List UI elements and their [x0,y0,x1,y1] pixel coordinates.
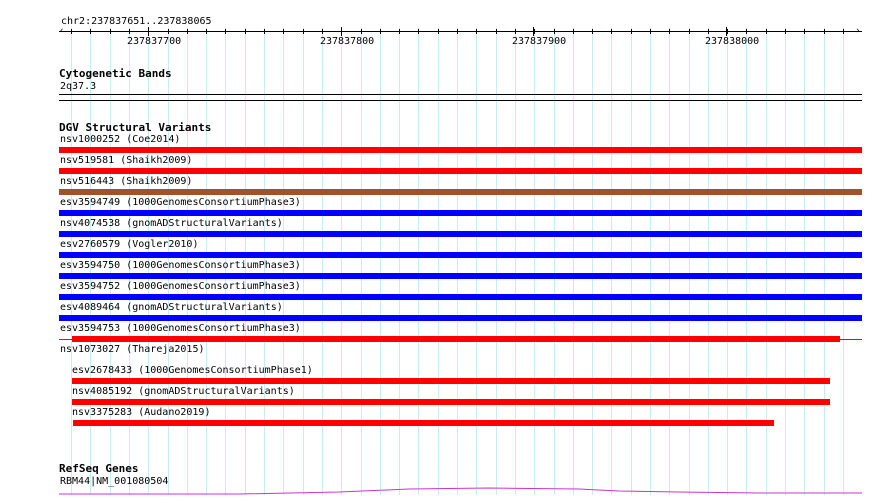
dgv-feature-bar[interactable] [72,378,830,384]
dgv-feature-label[interactable]: nsv4085192 (gnomADStructuralVariants) [72,386,295,397]
ruler-right-arrow: › [855,26,861,36]
cytoband-band-bottom [59,100,862,101]
dgv-feature-label[interactable]: esv3594753 (1000GenomesConsortiumPhase3) [60,323,301,334]
ruler-range-label: chr2:237837651..237838065 [61,16,212,27]
dgv-feature-bar[interactable] [59,231,862,237]
ruler-tick-label-2: 237837800 [320,36,375,47]
dgv-feature-label[interactable]: nsv1073027 (Thareja2015) [60,344,205,355]
dgv-feature-bar[interactable] [59,189,862,195]
ruler-tick-label-4: 237838000 [705,36,760,47]
ruler-left-arrow: ‹ [59,26,65,36]
dgv-track-title[interactable]: DGV Structural Variants [59,121,212,134]
dgv-feature-bar[interactable] [59,147,862,153]
dgv-feature-label[interactable]: nsv1000252 (Coe2014) [60,134,181,145]
dgv-feature-label[interactable]: esv2678433 (1000GenomesConsortiumPhase1) [72,365,313,376]
dgv-feature-label[interactable]: esv2760579 (Vogler2010) [60,239,199,250]
dgv-feature-label[interactable]: nsv519581 (Shaikh2009) [60,155,193,166]
refseq-gene-label[interactable]: RBM44|NM_001080504 [60,476,169,487]
dgv-feature-tail [840,339,862,340]
dgv-feature-label[interactable]: esv3594750 (1000GenomesConsortiumPhase3) [60,260,301,271]
dgv-feature-label[interactable]: esv3594752 (1000GenomesConsortiumPhase3) [60,281,301,292]
dgv-feature-bar[interactable] [59,252,862,258]
cytoband-label: 2q37.3 [60,81,97,92]
dgv-feature-label[interactable]: nsv4074538 (gnomADStructuralVariants) [60,218,283,229]
dgv-feature-bar[interactable] [59,294,862,300]
dgv-feature-label[interactable]: esv4089464 (gnomADStructuralVariants) [60,302,283,313]
dgv-feature-bar[interactable] [59,315,862,321]
refseq-gene-path [59,488,862,494]
dgv-feature-bar[interactable] [72,336,840,342]
dgv-feature-bar[interactable] [72,399,830,405]
ruler-tick-label-1: 237837700 [127,36,182,47]
dgv-feature-bar[interactable] [59,168,862,174]
dgv-feature-bar[interactable] [59,210,862,216]
dgv-feature-bar[interactable] [73,420,774,426]
dgv-feature-head [59,339,72,340]
dgv-feature-label[interactable]: nsv3375283 (Audano2019) [72,407,211,418]
cytoband-track-title[interactable]: Cytogenetic Bands [59,67,172,80]
refseq-gene-line[interactable] [59,484,862,496]
dgv-feature-label[interactable]: esv3594749 (1000GenomesConsortiumPhase3) [60,197,301,208]
cytoband-band-top[interactable] [59,94,862,95]
refseq-track-title[interactable]: RefSeq Genes [59,462,139,475]
ruler-axis [59,31,862,32]
dgv-feature-bar[interactable] [59,273,862,279]
ruler-tick-label-3: 237837900 [512,36,567,47]
dgv-feature-label[interactable]: nsv516443 (Shaikh2009) [60,176,193,187]
